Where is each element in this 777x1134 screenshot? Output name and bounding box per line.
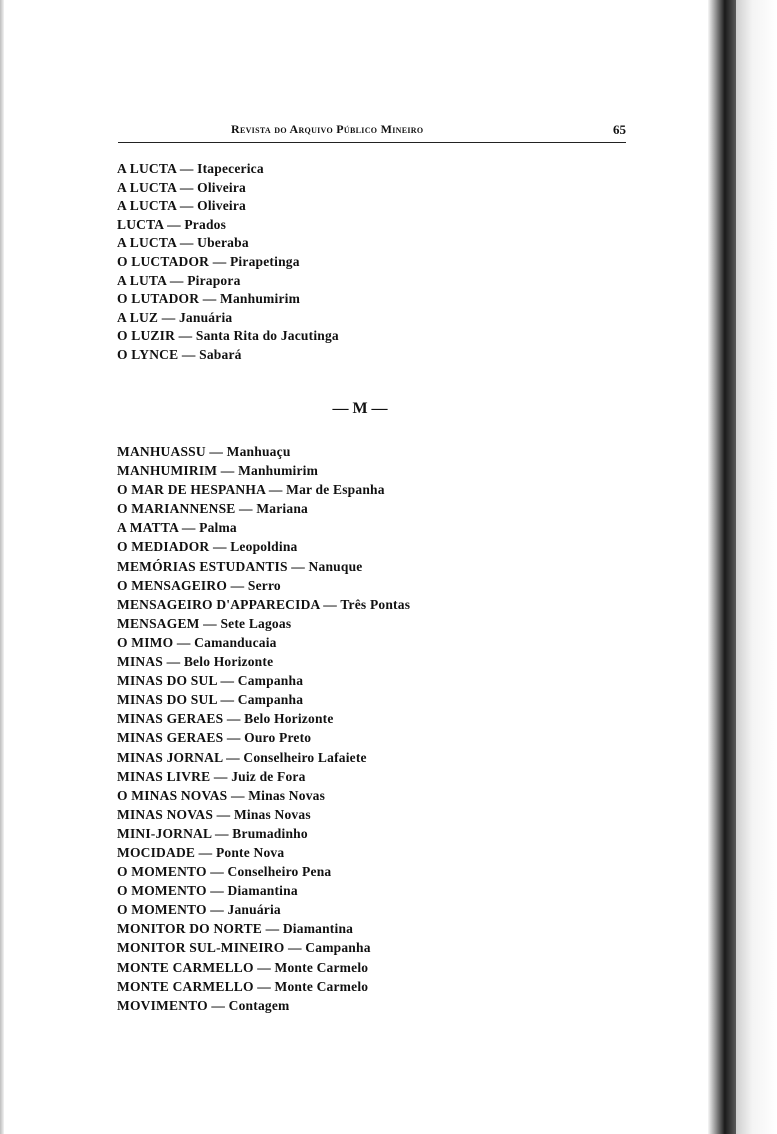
list-item: O MINAS NOVAS — Minas Novas — [117, 787, 326, 803]
list-item: MINAS NOVAS — Minas Novas — [117, 806, 311, 822]
list-item: O LUCTADOR — Pirapetinga — [117, 253, 300, 269]
list-item: A LUCTA — Oliveira — [117, 179, 246, 195]
entry-list-l — [117, 160, 577, 365]
list-item: MINAS LIVRE — Juiz de Fora — [117, 768, 306, 784]
list-item: MINAS — Belo Horizonte — [117, 654, 274, 670]
list-item: MANHUMIRIM — Manhumirim — [117, 463, 319, 479]
list-item: MINAS DO SUL — Campanha — [117, 692, 304, 708]
list-item: O MARIANNENSE — Mariana — [117, 501, 308, 517]
list-item: MINAS JORNAL — Conselheiro Lafaiete — [117, 749, 367, 765]
list-item: LUCTA — Prados — [117, 216, 227, 232]
entry-list-m — [117, 442, 577, 1015]
list-item: MANHUASSU — Manhuaçu — [117, 444, 291, 459]
facing-page-edge — [736, 0, 777, 1134]
list-item: A LUTA — Pirapora — [117, 272, 241, 288]
page-number: 65 — [613, 122, 626, 137]
list-item: MONITOR DO NORTE — Diamantina — [117, 921, 354, 937]
list-item: O MEDIADOR — Leopoldina — [117, 539, 298, 555]
list-item: O MIMO — Camanducaia — [117, 634, 277, 650]
list-item: MINAS GERAES — Belo Horizonte — [117, 711, 334, 727]
list-item: MOVIMENTO — Contagem — [117, 997, 290, 1013]
section-heading-m: — M — — [332, 400, 388, 417]
list-item: MINI-JORNAL — Brumadinho — [117, 825, 308, 841]
running-title: Revista do Arquivo Público Mineiro — [231, 122, 424, 136]
list-item: MENSAGEIRO D'APPARECIDA — Três Pontas — [117, 596, 411, 612]
list-item: MINAS GERAES — Ouro Preto — [117, 730, 312, 746]
list-item: O LUTADOR — Manhumirim — [117, 291, 301, 307]
list-item: A LUCTA — Itapecerica — [117, 161, 264, 176]
list-item: O MAR DE HESPANHA — Mar de Espanha — [117, 482, 385, 498]
scan-left-edge — [0, 0, 4, 1134]
binding-gutter-shadow — [708, 0, 736, 1134]
list-item: MONITOR SUL-MINEIRO — Campanha — [117, 940, 371, 956]
list-item: MINAS DO SUL — Campanha — [117, 673, 304, 689]
list-item: A LUCTA — Uberaba — [117, 235, 249, 251]
list-item: MONTE CARMELLO — Monte Carmelo — [117, 978, 369, 994]
list-item: MEMÓRIAS ESTUDANTIS — Nanuque — [117, 558, 363, 574]
list-item: MONTE CARMELLO — Monte Carmelo — [117, 959, 369, 975]
list-item: O MENSAGEIRO — Serro — [117, 577, 281, 593]
running-header — [118, 120, 626, 143]
list-item: O LYNCE — Sabará — [117, 346, 242, 362]
list-item: O MOMENTO — Conselheiro Pena — [117, 864, 332, 880]
list-item: O LUZIR — Santa Rita do Jacutinga — [117, 328, 339, 344]
list-item: MOCIDADE — Ponte Nova — [117, 844, 285, 860]
list-item: A MATTA — Palma — [117, 520, 237, 536]
list-item: A LUZ — Januária — [117, 309, 233, 325]
list-item: O MOMENTO — Diamantina — [117, 883, 298, 899]
list-item: MENSAGEM — Sete Lagoas — [117, 615, 292, 631]
list-item: O MOMENTO — Januária — [117, 902, 281, 918]
list-item: A LUCTA — Oliveira — [117, 198, 246, 214]
